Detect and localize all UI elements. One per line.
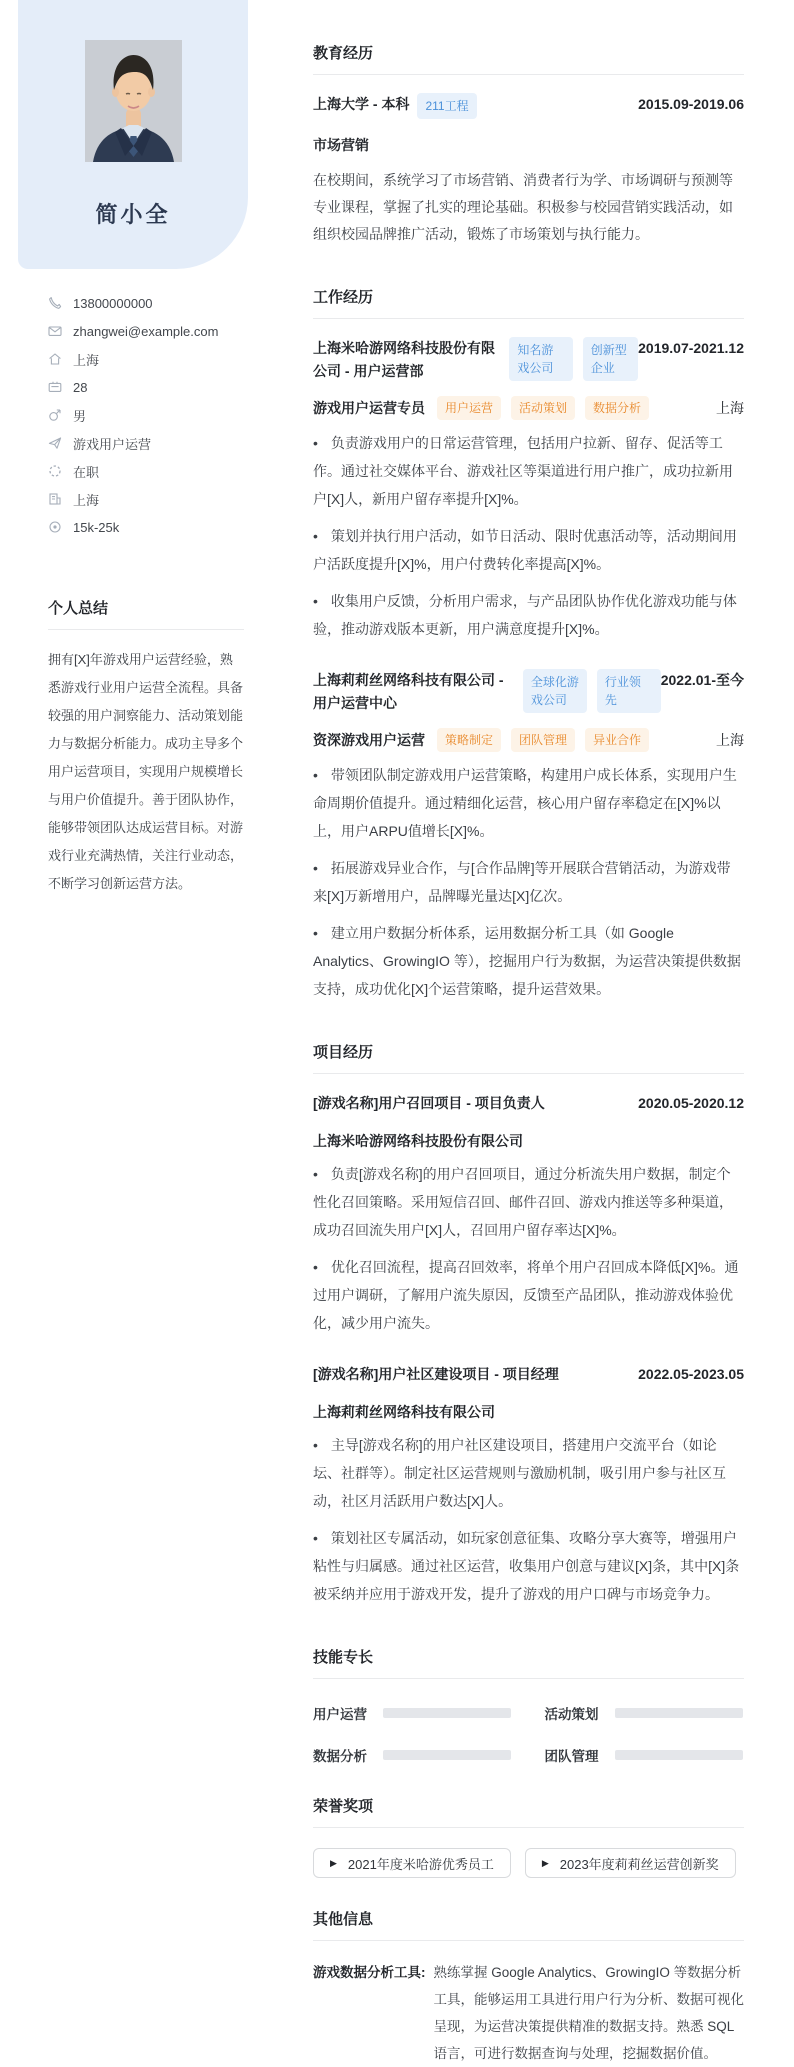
role-tag: 数据分析: [585, 396, 649, 420]
bullet-item: • 主导[游戏名称]的用户社区建设项目，搭建用户交流平台（如论坛、社群等）。制定社区运营规则与激励机制，吸引用户参与社区互动，社区月活跃用户数达[X]人。: [313, 1431, 744, 1515]
project-date: 2022.05-2023.05: [638, 1366, 744, 1382]
contact-value: 28: [73, 379, 88, 395]
skills-section: [313, 1646, 744, 1765]
section-title-projects: 项目经历: [313, 1041, 744, 1074]
education-description: 在校期间，系统学习了市场营销、消费者行为学、市场调研与预测等专业课程，掌握了扎实的理论基础。积极参与校园营销实践活动，如组织校园品牌推广活动，锻炼了市场策划与执行能力。: [313, 172, 733, 242]
other-info-row: [313, 1959, 744, 2067]
skill-grid: [313, 1703, 744, 1765]
contact-item-salary: [48, 513, 248, 541]
honors-section: [313, 1795, 744, 1878]
role-tag: 团队管理: [511, 728, 575, 752]
email-icon: [48, 324, 62, 338]
other-info-section: [313, 1908, 744, 2067]
school-badge: 211工程: [417, 93, 476, 119]
school-badges: [417, 93, 476, 119]
project-entry-header: [313, 1363, 744, 1386]
contact-item-email: [48, 317, 248, 345]
work-date: 2022.01-至今: [660, 672, 744, 688]
bullet-item: • 拓展游戏异业合作，与[合作品牌]等开展联合营销活动，为游戏带来[X]万新增用户，品牌曝光量达[X]亿次。: [313, 854, 744, 910]
project-entry: [313, 1092, 744, 1337]
company-badge: 知名游戏公司: [509, 337, 572, 381]
age-icon: [48, 380, 62, 394]
bullet-item: • 优化召回流程，提高召回效率，将单个用户召回成本降低[X]%。通过用户调研，了解用户流失原因，反馈至产品团队，推动游戏体验优化，减少用户流失。: [313, 1253, 744, 1337]
section-title-education: 教育经历: [313, 42, 744, 75]
main-content: [313, 0, 744, 2067]
role-tag: 策略制定: [437, 728, 501, 752]
contact-item-work-city: [48, 485, 248, 513]
salary-icon: [48, 520, 62, 534]
summary-title: 个人总结: [48, 597, 244, 630]
company-badge: 全球化游戏公司: [523, 669, 587, 713]
bullet-item: • 策划并执行用户活动，如节日活动、限时优惠活动等，活动期间用户活跃度提升[X]%，用户付费转化率提高[X]%。: [313, 522, 744, 578]
bullet-item: • 建立用户数据分析体系，运用数据分析工具（如 Google Analytics、GrowingIO 等），挖掘用户行为数据，为运营决策提供数据支持，成功优化[X]个运营策略，提升运营效果。: [313, 919, 744, 1003]
job-status-icon: [48, 464, 62, 478]
contact-list: [18, 289, 248, 541]
honor-label: 2021年度米哈游优秀员工: [347, 1856, 494, 1872]
work-role-row: [313, 728, 744, 752]
bullet-item: • 负责游戏用户的日常运营管理，包括用户拉新、留存、促活等工作。通过社交媒体平台、游戏社区等渠道进行用户推广，成功拉新用户[X]人，新用户留存率提升[X]%。: [313, 429, 744, 513]
portrait-illustration: [85, 40, 182, 162]
honor-badge-button[interactable]: [525, 1848, 736, 1878]
profile-photo: [85, 40, 182, 162]
personal-summary-section: [48, 597, 244, 898]
candidate-name: 简小全: [95, 202, 171, 227]
company-name: 上海米哈游网络科技股份有限公司 - 用户运营部: [313, 340, 495, 379]
company-name: 上海莉莉丝网络科技有限公司 - 用户运营中心: [313, 672, 504, 711]
contact-value: 男: [73, 408, 87, 424]
company-badge: 行业领先: [597, 669, 661, 713]
skill-name: 活动策划: [544, 1707, 599, 1722]
contact-item-job-status: [48, 457, 248, 485]
skill-bar: [383, 1750, 511, 1760]
summary-text: 拥有[X]年游戏用户运营经验，熟悉游戏行业用户运营全流程。具备较强的用户洞察能力、活动策划能力与数据分析能力。成功主导多个用户运营项目，实现用户规模增长与用户价值提升。善于团队协作，能够带领团队达成运营目标。对游戏行业充满热情，关注行业动态，不断学习创新运营方法。: [48, 652, 244, 891]
profile-card: [18, 0, 248, 269]
home-icon: [48, 352, 62, 366]
play-triangle-icon: ▶: [330, 1857, 337, 1868]
company-badge: 创新型企业: [583, 337, 638, 381]
work-entry-header: [313, 337, 744, 383]
work-entry: [313, 669, 744, 1003]
other-info-label: 游戏数据分析工具:: [313, 1965, 426, 1980]
work-role-row: [313, 396, 744, 420]
bullet-item: • 带领团队制定游戏用户运营策略，构建用户成长体系，实现用户生命周期价值提升。通过精细化运营，核心用户留存率稳定在[X]%以上，用户ARPU值增长[X]%。: [313, 761, 744, 845]
skill-item: [313, 1745, 513, 1765]
contact-value: 上海: [73, 352, 100, 368]
skill-item: [545, 1703, 745, 1723]
contact-value: 游戏用户运营: [73, 436, 152, 452]
contact-item-phone: [48, 289, 248, 317]
contact-value: 在职: [73, 464, 100, 480]
contact-item-gender: [48, 401, 248, 429]
skill-bar: [383, 1708, 511, 1718]
skill-name: 用户运营: [313, 1707, 367, 1722]
major-name: 市场营销: [313, 137, 369, 153]
contact-item-job-intention: [48, 429, 248, 457]
contact-item-age: [48, 373, 248, 401]
company-badges: [509, 337, 638, 381]
project-bullets: [313, 1160, 744, 1337]
section-title-honors: 荣誉奖项: [313, 1795, 744, 1828]
skill-item: [313, 1703, 513, 1723]
role-tag: 异业合作: [585, 728, 649, 752]
projects-section: [313, 1041, 744, 1608]
project-name: [游戏名称]用户社区建设项目 - 项目经理: [313, 1366, 559, 1382]
role-tag: 用户运营: [437, 396, 501, 420]
company-badges: [523, 669, 661, 713]
honor-list: [313, 1848, 744, 1878]
project-company: 上海米哈游网络科技股份有限公司: [313, 1133, 523, 1149]
project-date: 2020.05-2020.12: [638, 1095, 744, 1111]
work-location: 上海: [716, 400, 744, 416]
play-triangle-icon: ▶: [541, 1857, 549, 1868]
skill-bar: [615, 1750, 743, 1760]
work-date: 2019.07-2021.12: [638, 340, 744, 356]
bullet-item: • 策划社区专属活动，如玩家创意征集、攻略分享大赛等，增强用户粘性与归属感。通过社区运营，收集用户创意与建议[X]条，其中[X]条被采纳并应用于游戏开发，提升了游戏的用户口碑与市场竞争力。: [313, 1524, 744, 1608]
job-intention-icon: [48, 436, 62, 450]
role-title: 资深游戏用户运营: [313, 732, 425, 748]
education-date: 2015.09-2019.06: [638, 96, 744, 112]
work-city-icon: [48, 492, 62, 506]
education-section: [313, 42, 744, 248]
project-entry-header: [313, 1092, 744, 1115]
contact-item-location: [48, 345, 248, 373]
contact-value: 上海: [73, 492, 100, 508]
skill-name: 数据分析: [313, 1749, 367, 1764]
phone-icon: [48, 296, 62, 310]
bullet-item: • 负责[游戏名称]的用户召回项目，通过分析流失用户数据，制定个性化召回策略。采用短信召回、邮件召回、游戏内推送等多种渠道，成功召回流失用户[X]人，召回用户留存率达[X]%。: [313, 1160, 744, 1244]
gender-icon: [48, 408, 62, 422]
work-entry-header: [313, 669, 744, 715]
honor-label: 2023年度莉莉丝运营创新奖: [559, 1856, 719, 1872]
role-tags: [437, 396, 649, 420]
bullet-item: • 收集用户反馈，分析用户需求，与产品团队协作优化游戏功能与体验，推动游戏版本更新，用户满意度提升[X]%。: [313, 587, 744, 643]
role-tag: 活动策划: [511, 396, 575, 420]
sidebar: [18, 0, 248, 898]
work-location: 上海: [716, 732, 744, 748]
contact-value: zhangwei@example.com: [73, 323, 219, 339]
skill-name: 团队管理: [544, 1749, 599, 1764]
section-title-work: 工作经历: [313, 286, 744, 319]
section-title-skills: 技能专长: [313, 1646, 744, 1679]
school-name: 上海大学 - 本科: [313, 96, 410, 112]
project-bullets: [313, 1431, 744, 1608]
skill-bar: [615, 1708, 743, 1718]
other-info-text: 熟练掌握 Google Analytics、GrowingIO 等数据分析工具，能够运用工具进行用户行为分析、数据可视化呈现，为运营决策提供精准的数据支持。熟悉 SQL 语言，可进行数据查询与处理，挖掘数据价值。: [433, 1965, 744, 2061]
section-title-other: 其他信息: [313, 1908, 744, 1941]
honor-badge-button[interactable]: [313, 1848, 511, 1878]
education-entry-header: [313, 93, 744, 119]
role-title: 游戏用户运营专员: [313, 400, 425, 416]
project-name: [游戏名称]用户召回项目 - 项目负责人: [313, 1095, 545, 1111]
work-bullets: [313, 429, 744, 643]
work-section: [313, 286, 744, 1003]
project-company: 上海莉莉丝网络科技有限公司: [313, 1404, 495, 1420]
contact-value: 13800000000: [73, 295, 153, 311]
role-tags: [437, 728, 649, 752]
work-bullets: [313, 761, 744, 1003]
contact-value: 15k-25k: [73, 519, 120, 535]
skill-item: [545, 1745, 745, 1765]
work-entry: [313, 337, 744, 643]
